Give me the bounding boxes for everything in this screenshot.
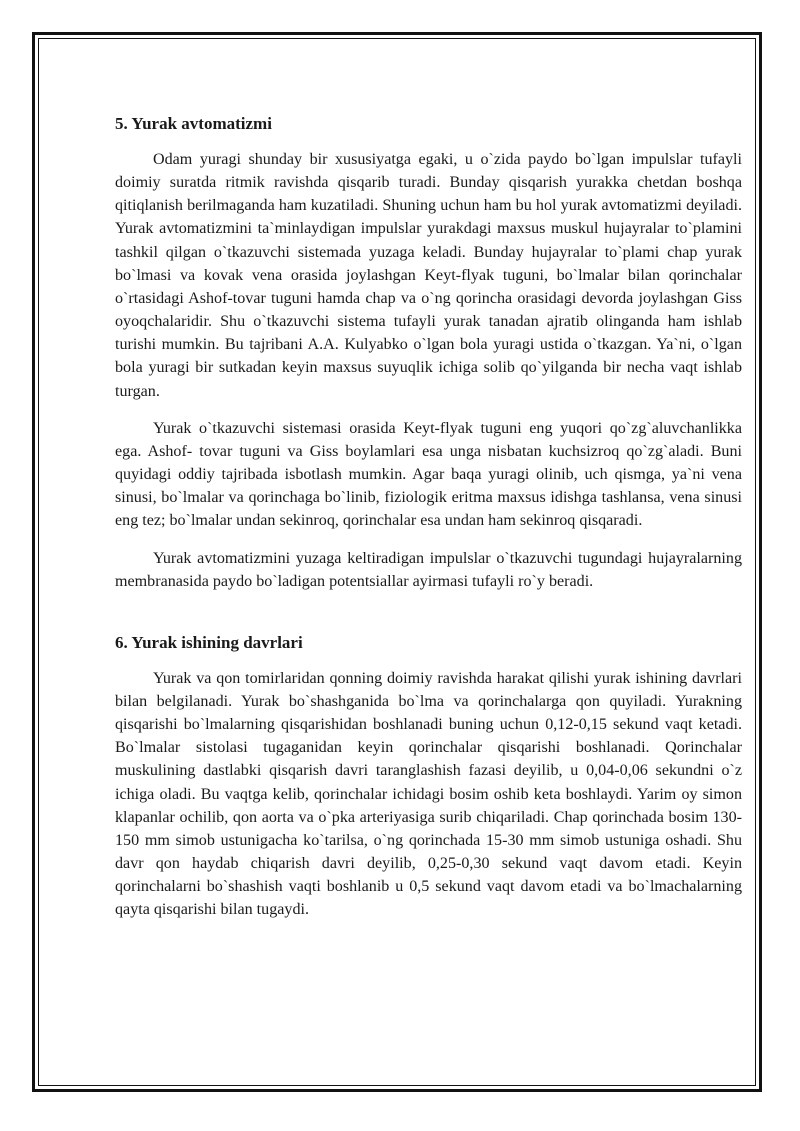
- paragraph: Yurak va qon tomirlaridan qonning doimiy ravishda harakat qilishi yurak ishining davrlari bilan belgilanadi. Yurak bo`shashganida bo`lma va qorinchalarga qon quyiladi. Yurakning qisqarishi bo`lmalarning qisqarishidan boshlanadi buning uchun 0,12-0,15 sekund vaqt ketadi. Bo`lmalar sistolasi tugaganidan keyin qorinchalar qisqarishi boshlanadi. Qorinchalar muskulining dastlabki qisqarish davri taranglashish fazasi deyilib, u 0,04-0,06 sekundni o`z ichiga oladi. Bu vaqtga kelib, qorinchalar ichidagi bosim oshib keta boshlaydi. Yarim oy simon klapanlar ochilib, qon aorta va o`pka arteriyasiga surib chiqariladi. Chap qorinchada bosim 130-150 mm simob ustunigacha ko`tarilsa, o`ng qorinchada 15-30 mm simob ustuniga oshadi. Shu davr qon haydab chiqarish davri deyilib, 0,25-0,30 sekund vaqt davom etadi. Keyin qorinchalarni bo`shashish vaqti boshlanib u 0,5 sekund vaqt davom etadi va bo`lmachalarning qayta qisqarishi bilan tugaydi.: [115, 669, 742, 919]
- section-yurak-ishining-davrlari: [115, 631, 742, 922]
- section-heading: 6. Yurak ishining davrlari: [115, 632, 303, 652]
- section-yurak-avtomatizmi: [115, 112, 742, 593]
- paragraph: Odam yuragi shunday bir xususiyatga egaki, u o`zida paydo bo`lgan impulslar tufayli doimiy suratda ritmik ravishda qisqarib turadi. Bunday qisqarish yurakka chetdan boshqa qitiqlanish berilmaganda ham kuzatiladi. Shuning uchun ham bu hol yurak avtomatizmi deyiladi. Yurak avtomatizmini ta`minlaydigan impulslar yurakdagi maxsus muskul hujayralar to`plamini tashkil qilgan o`tkazuvchi sistemada yuzaga keladi. Bunday hujayralar to`plami chap yurak bo`lmasi va kovak vena orasida joylashgan Keyt-flyak tuguni, bo`lmalar bilan qorinchalar o`rtasidagi Ashof-tovar tuguni hamda chap va o`ng qorincha orasidagi devorda joylashgan Giss oyoqchalaridir. Shu o`tkazuvchi sistema tufayli yurak tanadan ajratib olinganda ham ishlab turishi mumkin. Bu tajribani A.A. Kulyabko o`lgan bola yuragi ustida o`tkazgan. Ya`ni, o`lgan bola yuragi bir sutkadan keyin maxsus suyuqlik ichiga solib qo`yilganda bir necha vaqt ishlab turgan.: [115, 151, 742, 400]
- paragraph: Yurak avtomatizmini yuzaga keltiradigan impulslar o`tkazuvchi tugundagi hujayralarning membranasida paydo bo`ladigan potentsiallar ayirmasi tufayli ro`y beradi.: [115, 549, 742, 590]
- section-heading: 5. Yurak avtomatizmi: [115, 114, 272, 133]
- document-body: [115, 112, 742, 936]
- paragraph: Yurak o`tkazuvchi sistemasi orasida Keyt-flyak tuguni eng yuqori qo`zg`aluvchanlikka ega. Ashof- tovar tuguni va Giss boylamlari esa unga nisbatan kuchsizroq qo`zg`aladi. Buni quyidagi oddiy tajribada isbotlash mumkin. Agar baqa yuragi olinib, uch qismga, ya`ni vena sinusi, bo`lmalar va qorinchaga bo`linib, fiziologik eritma maxsus idishga tashlansa, vena sinusi eng tez; bo`lmalar undan sekinroq, qorinchalar esa undan ham sekinroq qisqaradi.: [115, 419, 742, 530]
